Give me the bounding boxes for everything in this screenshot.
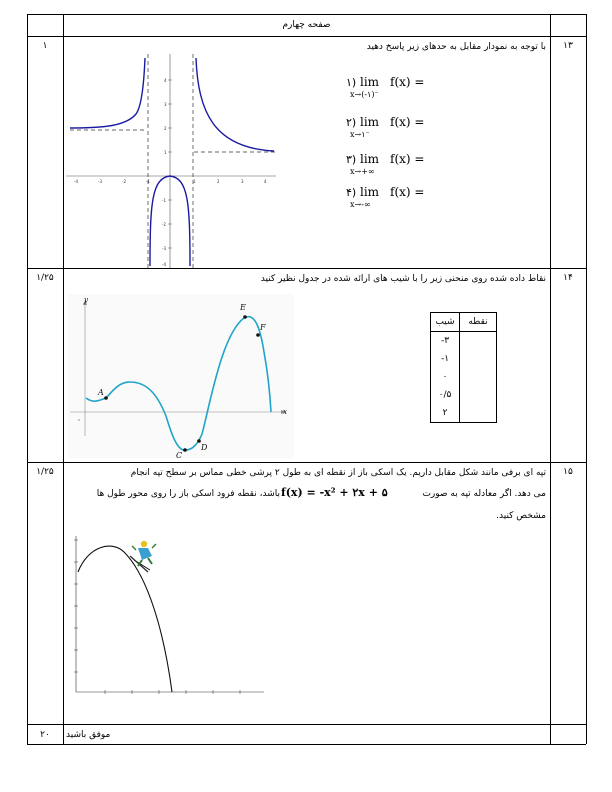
hill-graph bbox=[68, 532, 268, 704]
curve-left-branch bbox=[70, 58, 145, 128]
limit-expression: f(x) = bbox=[390, 115, 425, 129]
point-a-marker bbox=[104, 396, 108, 400]
x-tick: 3 bbox=[241, 179, 244, 184]
point-a-label: A bbox=[98, 388, 104, 397]
curve-right-branch bbox=[196, 58, 274, 151]
closing-text: موفق باشید bbox=[66, 730, 111, 740]
row-divider bbox=[27, 36, 586, 37]
question-number: ۱۵ bbox=[563, 467, 573, 477]
curve-graph bbox=[68, 294, 294, 458]
limit-item-4 bbox=[346, 186, 466, 212]
slope-table bbox=[430, 312, 497, 423]
table-border-left bbox=[27, 14, 28, 744]
y-tick: -1 bbox=[162, 198, 166, 203]
limit-word: lim bbox=[360, 115, 380, 129]
x-axis-label: x bbox=[283, 408, 287, 416]
y-tick: 4 bbox=[164, 78, 167, 83]
point-answer-cell[interactable] bbox=[460, 332, 497, 423]
table-border-bottom bbox=[27, 744, 586, 745]
row-divider bbox=[27, 462, 586, 463]
limit-subscript: x→۱⁻ bbox=[350, 130, 370, 139]
slope-value: ۰ bbox=[431, 368, 460, 386]
x-tick: 4 bbox=[264, 179, 267, 184]
question-text-line-3: مشخص کنید. bbox=[496, 511, 546, 521]
limit-item-3 bbox=[346, 153, 466, 179]
question-text-line-2b: باشد، نقطه فرود اسکی باز را روی محور طول ها bbox=[96, 489, 280, 499]
point-c-label: C bbox=[176, 451, 183, 458]
slope-value: ۲ bbox=[431, 404, 460, 423]
x-tick: -1 bbox=[146, 179, 150, 184]
table-border-top bbox=[27, 14, 586, 15]
limit-expression: f(x) = bbox=[390, 152, 425, 166]
limit-subscript: x→-∞ bbox=[350, 200, 371, 209]
point-c-marker bbox=[183, 448, 187, 452]
point-header: نقطه bbox=[460, 313, 497, 332]
y-tick: 2 bbox=[164, 126, 167, 131]
point-e-label: E bbox=[240, 303, 246, 312]
limit-word: lim bbox=[360, 75, 380, 89]
limit-item-2 bbox=[346, 116, 466, 142]
question-text-line-1: تپه ای برفی مانند شکل مقابل داریم. یک اسکی باز از نقطه ای به طول ۲ پرشی خطی مماس بر سطح تپه انجام bbox=[130, 468, 546, 478]
question-number: ۱۴ bbox=[563, 273, 573, 283]
question-text: با توجه به نمودار مقابل به حدهای زیر پاسخ دهید bbox=[366, 42, 546, 52]
hill-curve bbox=[78, 546, 172, 692]
limit-expression: f(x) = bbox=[390, 185, 425, 199]
limit-label: ۳) bbox=[346, 153, 357, 166]
page-title: صفحه چهارم bbox=[282, 20, 331, 30]
row-divider bbox=[27, 268, 586, 269]
limit-word: lim bbox=[360, 185, 380, 199]
slope-value: -۳ bbox=[431, 332, 460, 351]
limit-item-1 bbox=[346, 76, 466, 102]
x-tick: -3 bbox=[98, 179, 102, 184]
question-number: ۱۳ bbox=[563, 41, 573, 51]
point-f-label: F bbox=[260, 323, 266, 332]
total-score: ۲۰ bbox=[40, 730, 50, 740]
x-tick: -2 bbox=[122, 179, 126, 184]
question-score: ۱ bbox=[42, 41, 48, 51]
limit-subscript: x→(-۱)⁻ bbox=[350, 90, 379, 99]
y-tick: -2 bbox=[162, 222, 166, 227]
question-score: ۱/۲۵ bbox=[36, 273, 54, 283]
question-score: ۱/۲۵ bbox=[36, 467, 54, 477]
point-f-marker bbox=[256, 333, 260, 337]
y-tick: -3 bbox=[162, 246, 166, 251]
y-tick: -4 bbox=[162, 262, 166, 267]
limit-label: ۱) bbox=[346, 76, 357, 89]
x-tick: -4 bbox=[74, 179, 78, 184]
column-divider bbox=[550, 14, 551, 744]
point-d-label: D bbox=[201, 443, 208, 452]
x-tick: 1 bbox=[193, 179, 196, 184]
limit-expression: f(x) = bbox=[390, 75, 425, 89]
y-tick: 3 bbox=[164, 102, 167, 107]
formula: f(x) = -x² + ۲x + ۵ bbox=[281, 486, 388, 499]
slope-value: -۱ bbox=[431, 350, 460, 368]
limit-label: ۴) bbox=[346, 186, 357, 199]
slope-value: ۰/۵ bbox=[431, 386, 460, 404]
y-axis-label: y bbox=[84, 296, 88, 304]
function-graph bbox=[64, 52, 284, 268]
row-divider bbox=[27, 724, 586, 725]
question-text-line-2a: می دهد. اگر معادله تپه به صورت bbox=[422, 489, 546, 499]
question-text: نقاط داده شده روی منحنی زیر را با شیب های ارائه شده در جدول نظیر کنید bbox=[260, 274, 546, 284]
limit-label: ۲) bbox=[346, 116, 357, 129]
slope-header: شیب bbox=[431, 313, 460, 332]
skier-icon bbox=[130, 541, 156, 572]
limit-word: lim bbox=[360, 152, 380, 166]
point-e-marker bbox=[243, 315, 247, 319]
x-tick: 2 bbox=[217, 179, 220, 184]
y-tick: 1 bbox=[164, 150, 167, 155]
limit-subscript: x→+∞ bbox=[350, 167, 375, 176]
table-border-right bbox=[586, 14, 587, 744]
